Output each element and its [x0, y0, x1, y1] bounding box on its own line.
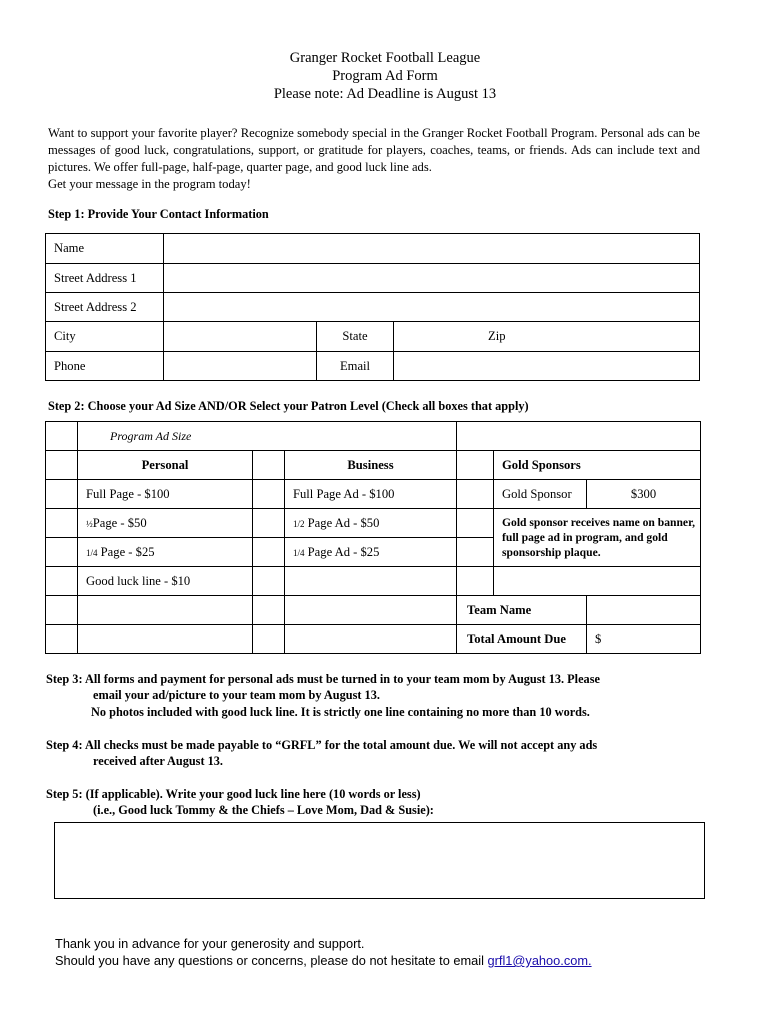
phone-field[interactable]: [164, 352, 317, 381]
good-luck-line-box[interactable]: [54, 822, 705, 899]
questions-sentence: Should you have any questions or concerns, please do not hesitate to email: [55, 953, 488, 968]
business-quarter-label: Page Ad - $25: [307, 544, 380, 559]
quarter-fraction: 1/4: [86, 547, 98, 558]
checkbox-blank: [457, 509, 494, 538]
program-ad-size-heading: Program Ad Size: [78, 422, 457, 451]
thanks-text: Thank you in advance for your generosity and support.: [55, 936, 365, 951]
checkbox-blank: [46, 596, 78, 625]
checkbox-blank: [46, 451, 78, 480]
team-name-field[interactable]: [587, 596, 701, 625]
personal-half-label: Page - $50: [92, 515, 147, 530]
gold-sponsor-label: Gold Sponsor: [494, 480, 587, 509]
business-quarter-option: [285, 538, 457, 567]
contact-info-table: [45, 233, 700, 381]
questions-text: [55, 952, 745, 969]
step1-title: Step 1: Provide Your Contact Information: [48, 207, 269, 221]
header-blank-right: [457, 422, 701, 451]
personal-goodluck-label: Good luck line - $10: [78, 567, 253, 596]
business-heading: Business: [285, 451, 457, 480]
business-quarter-checkbox[interactable]: [253, 538, 285, 567]
email-field[interactable]: [394, 352, 700, 381]
team-name-label: Team Name: [457, 596, 587, 625]
business-half-option: [285, 509, 457, 538]
city-field[interactable]: [164, 322, 317, 352]
ad-size-table: [45, 421, 701, 654]
step3-line3: No photos included with good luck line. It is strictly one line containing no more than 10 words.: [91, 705, 590, 719]
personal-quarter-checkbox[interactable]: [46, 538, 78, 567]
checkbox-blank: [457, 451, 494, 480]
checkbox-blank: [457, 538, 494, 567]
business-half-checkbox[interactable]: [253, 509, 285, 538]
checkbox-blank: [46, 625, 78, 654]
checkbox-blank: [253, 451, 285, 480]
business-half-label: Page Ad - $50: [307, 515, 380, 530]
blank-cell: [285, 625, 457, 654]
street2-label: Street Address 2: [46, 293, 164, 322]
blank-cell: [285, 567, 457, 596]
checkbox-header-blank: [46, 422, 78, 451]
blank-cell: [285, 596, 457, 625]
zip-label: Zip: [488, 329, 506, 343]
gold-sponsor-checkbox[interactable]: [457, 480, 494, 509]
blank-cell: [78, 596, 253, 625]
step2-title: Step 2: Choose your Ad Size AND/OR Select your Patron Level (Check all boxes that apply): [48, 399, 529, 413]
step5-line2: (i.e., Good luck Tommy & the Chiefs – Love Mom, Dad & Susie):: [93, 803, 434, 817]
total-amount-label: Total Amount Due: [457, 625, 587, 654]
street2-field[interactable]: [164, 293, 700, 322]
street1-field[interactable]: [164, 264, 700, 293]
contact-email-link[interactable]: grfl1@yahoo.com.: [487, 953, 592, 968]
dollar-sign: $: [595, 631, 602, 646]
total-amount-field[interactable]: [587, 625, 701, 654]
step3-line1: Step 3: All forms and payment for personal ads must be turned in to your team mom by August 13. Please: [46, 672, 600, 686]
checkbox-blank: [253, 567, 285, 596]
personal-quarter-label: Page - $25: [100, 544, 155, 559]
step5-line1: Step 5: (If applicable). Write your good luck line here (10 words or less): [46, 787, 421, 801]
step4-line1: Step 4: All checks must be made payable to “GRFL” for the total amount due. We will not accept any ads: [46, 738, 598, 752]
half-fraction: 1/2: [293, 518, 305, 529]
phone-label: Phone: [46, 352, 164, 381]
email-label: Email: [317, 352, 394, 381]
state-zip-field[interactable]: [394, 322, 700, 352]
gold-sponsors-heading: Gold Sponsors: [494, 451, 701, 480]
gold-sponsor-note: Gold sponsor receives name on banner, full page ad in program, and gold sponsorship plaque.: [494, 509, 701, 567]
half-fraction: ½: [86, 518, 93, 529]
city-label: City: [46, 322, 164, 352]
step4-line2: received after August 13.: [93, 754, 224, 768]
intro-text: [48, 125, 700, 193]
business-full-checkbox[interactable]: [253, 480, 285, 509]
intro-cta: Get your message in the program today!: [48, 177, 251, 191]
personal-full-checkbox[interactable]: [46, 480, 78, 509]
business-full-label: Full Page Ad - $100: [285, 480, 457, 509]
name-label: Name: [46, 234, 164, 264]
form-org-title: Granger Rocket Football League: [289, 50, 481, 66]
deadline-note: Please note: Ad Deadline is August 13: [273, 86, 497, 102]
blank-cell: [494, 567, 701, 596]
personal-half-option: [78, 509, 253, 538]
checkbox-blank: [253, 625, 285, 654]
name-field[interactable]: [164, 234, 700, 264]
intro-paragraph: Want to support your favorite player? Recognize somebody special in the Granger Rocket Football Program. Personal ads can be messages of good luck, congratulations, support, or gratitude for players, coaches, teams, or friends. Ads can include text and pictures. We offer full-page, half-page, quarter page, and good luck line ads.: [48, 126, 700, 174]
state-label: State: [317, 322, 394, 352]
personal-half-checkbox[interactable]: [46, 509, 78, 538]
personal-full-label: Full Page - $100: [78, 480, 253, 509]
personal-heading: Personal: [78, 451, 253, 480]
quarter-fraction: 1/4: [293, 547, 305, 558]
checkbox-blank: [253, 596, 285, 625]
street1-label: Street Address 1: [46, 264, 164, 293]
blank-cell: [78, 625, 253, 654]
checkbox-blank: [457, 567, 494, 596]
step3-line2: email your ad/picture to your team mom by August 13.: [93, 688, 380, 702]
form-title: Program Ad Form: [332, 68, 438, 84]
personal-quarter-option: [78, 538, 253, 567]
personal-goodluck-checkbox[interactable]: [46, 567, 78, 596]
gold-sponsor-price: $300: [587, 480, 701, 509]
